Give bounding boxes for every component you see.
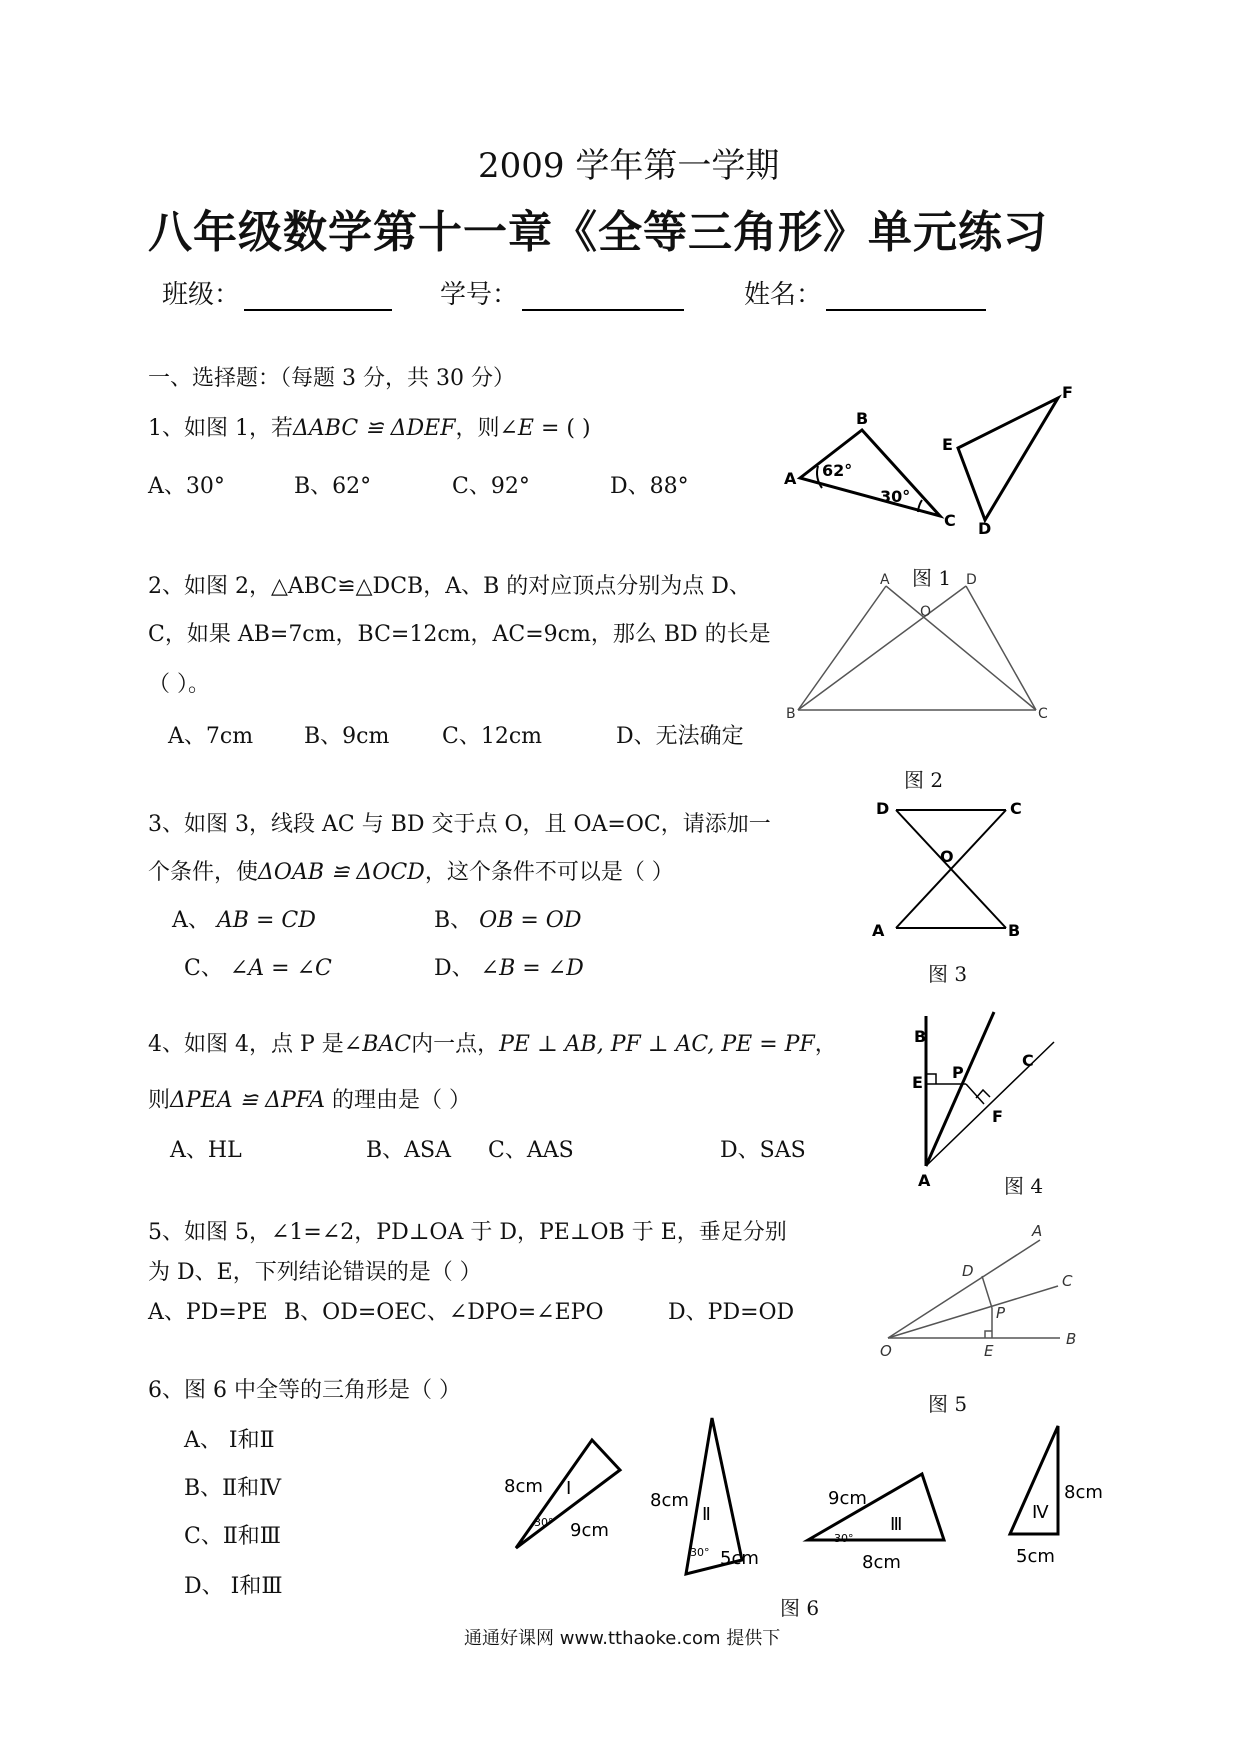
fig2-caption: 图 2 (904, 768, 944, 792)
page-title: 八年级数学第十一章《全等三角形》单元练习 (148, 207, 1048, 258)
fig6-t1-name: Ⅰ (566, 1478, 572, 1499)
fig5-label-d: D (962, 1262, 974, 1280)
fig5-label-a: A (1032, 1222, 1043, 1240)
q2-line-1: 2、如图 2，△ABC≌△DCB，A、B 的对应顶点分别为点 D、 (148, 574, 751, 599)
fig1-angle-a: 62° (822, 461, 853, 480)
q6-option-b: B、Ⅱ和Ⅳ (184, 1476, 282, 1501)
q3-line-1: 3、如图 3，线段 AC 与 BD 交于点 O，且 OA=OC，请添加一 (148, 812, 771, 837)
q3-option-a-math: AB = CD (216, 908, 316, 933)
fig6-t2-angle: 30° (690, 1546, 710, 1559)
q1-option-b: B、62° (294, 474, 372, 499)
q6-stem: 6、图 6 中全等的三角形是（ ） (148, 1378, 461, 1403)
q4-line-1-math: ∠BAC (343, 1032, 412, 1057)
q1-option-a: A、30° (148, 474, 225, 499)
q2-line-2: C，如果 AB=7cm，BC=12cm，AC=9cm，那么 BD 的长是 (148, 622, 771, 647)
q3-option-d-math: ∠B = ∠D (480, 956, 584, 981)
q2-option-d: D、无法确定 (616, 724, 744, 749)
q1-stem-math: ΔABC ≌ ΔDEF (293, 416, 456, 441)
q6-option-c: C、Ⅱ和Ⅲ (184, 1524, 282, 1549)
fig1-label-d: D (978, 519, 992, 538)
fig1-caption: 图 1 (912, 566, 952, 590)
fig3-label-a: A (872, 921, 885, 940)
fig2-label-c: C (1038, 706, 1048, 722)
fig5-caption: 图 5 (928, 1392, 968, 1416)
fig2-label-o: O (920, 604, 932, 620)
fig5-label-o: O (880, 1342, 892, 1360)
fig3-label-d: D (876, 799, 890, 818)
fig4-label-b: B (914, 1027, 927, 1046)
title-year: 2009 学年第一学期 (478, 146, 780, 186)
fig2-label-a: A (880, 572, 890, 588)
fig1-angle-c: 30° (880, 487, 911, 506)
q3-line-2-text: 个条件，使 (148, 860, 259, 885)
q3-option-c-math: ∠A = ∠C (229, 956, 332, 981)
q4-line-1-text-2: 内一点， (411, 1032, 500, 1057)
q3-option-b-prefix: B、 (434, 908, 473, 933)
fig4-label-f: F (992, 1107, 1003, 1126)
fig6-t4-side-a: 8cm (1064, 1482, 1103, 1503)
q2-line-3: （ ）。 (148, 672, 210, 697)
q3-option-a-prefix: A、 (172, 908, 210, 933)
fig3-label-c: C (1010, 799, 1022, 818)
fig4-label-p: P (952, 1063, 964, 1082)
fig1-label-f: F (1062, 383, 1073, 402)
q2-option-c: C、12cm (442, 724, 543, 749)
fig4-label-e: E (912, 1073, 923, 1092)
fig6-t3-side-b: 8cm (862, 1552, 901, 1573)
q4-option-a: A、HL (170, 1138, 242, 1163)
fig6-t3-angle: 30° (834, 1532, 854, 1545)
fig6-t1-angle: 30° (534, 1516, 554, 1529)
q2-option-a: A、7cm (168, 724, 254, 749)
fig4-caption: 图 4 (1004, 1174, 1044, 1198)
q5-option-d: D、PD=OD (668, 1300, 795, 1325)
fig6-t2-name: Ⅱ (702, 1504, 711, 1525)
fig6-t3-name: Ⅲ (890, 1514, 903, 1535)
fig3-label-b: B (1008, 921, 1021, 940)
fig6-t2-side-b: 5cm (720, 1548, 759, 1569)
fig5-label-e: E (984, 1342, 994, 1360)
fig4-label-a: A (918, 1171, 931, 1190)
q3-line-2-math: ΔOAB ≌ ΔOCD (258, 860, 425, 885)
fig1-label-c: C (944, 511, 956, 530)
q4-line-2-text: 则 (148, 1088, 171, 1113)
q1-stem-math-2: ∠E (499, 416, 534, 441)
q1-stem-text: 1、如图 1，若 (148, 416, 293, 441)
class-label: 班级： (162, 280, 241, 310)
q1-stem-text-2: ，则 (455, 416, 500, 441)
section-heading: 一、选择题：（每题 3 分，共 30 分） (148, 366, 515, 391)
q6-option-d: D、 Ⅰ和Ⅲ (184, 1574, 283, 1599)
fig6-t4-side-b: 5cm (1016, 1546, 1055, 1567)
fig1-label-b: B (856, 409, 869, 428)
fig2-label-b: B (786, 706, 796, 722)
footer-text: 通通好课网 www.tthaoke.com 提供下 (464, 1628, 781, 1649)
q4-option-b: B、ASA (366, 1138, 452, 1163)
q1-stem-text-3: = ( ) (533, 416, 591, 441)
q4-line-2-text-2: 的理由是（ ） (325, 1088, 472, 1113)
q4-option-d: D、SAS (720, 1138, 806, 1163)
q6-option-a: A、 Ⅰ和Ⅱ (184, 1428, 275, 1453)
fig2-label-d: D (966, 572, 977, 588)
q4-line-1-text: 4、如图 4，点 P 是 (148, 1032, 344, 1057)
fig1-label-a: A (784, 469, 797, 488)
q5-option-b: B、OD=OE (284, 1300, 411, 1325)
q1-option-c: C、92° (452, 474, 530, 499)
q5-line-2: 为 D、E，下列结论错误的是（ ） (148, 1260, 482, 1285)
q3-option-d-prefix: D、 (434, 956, 474, 981)
fig3-caption: 图 3 (928, 962, 968, 986)
fig6-t2-side-a: 8cm (650, 1490, 689, 1511)
q4-option-c: C、AAS (488, 1138, 574, 1163)
fig4-label-c: C (1022, 1051, 1034, 1070)
fig6-t3-side-a: 9cm (828, 1488, 867, 1509)
q5-option-a: A、PD=PE (148, 1300, 268, 1325)
name-label: 姓名： (744, 280, 823, 310)
q4-line-2-math: ΔPEA ≌ ΔPFA (170, 1088, 326, 1113)
q1-option-d: D、88° (610, 474, 689, 499)
q3-option-c-prefix: C、 (184, 956, 223, 981)
fig5-label-c: C (1062, 1272, 1073, 1290)
number-label: 学号： (440, 280, 519, 310)
q5-option-c: C、∠DPO=∠EPO (410, 1300, 604, 1325)
fig1-label-e: E (942, 435, 953, 454)
fig3-label-o: O (940, 847, 954, 866)
fig6-t4-name: Ⅳ (1032, 1502, 1049, 1523)
q4-line-1-text-3: ， (814, 1032, 837, 1057)
q3-line-2-text-2: ，这个条件不可以是（ ） (424, 860, 674, 885)
fig6-t1-side-b: 9cm (570, 1520, 609, 1541)
fig6-caption: 图 6 (780, 1596, 820, 1620)
fig6-t1-side-a: 8cm (504, 1476, 543, 1497)
q2-option-b: B、9cm (304, 724, 390, 749)
fig5-label-b: B (1066, 1330, 1077, 1348)
q3-option-b-math: OB = OD (479, 908, 582, 933)
q5-line-1: 5、如图 5，∠1=∠2，PD⊥OA 于 D，PE⊥OB 于 E，垂足分别 (148, 1220, 787, 1245)
fig5-label-p: P (996, 1304, 1006, 1322)
q4-line-1-math-2: PE ⊥ AB, PF ⊥ AC, PE = PF (499, 1032, 815, 1057)
